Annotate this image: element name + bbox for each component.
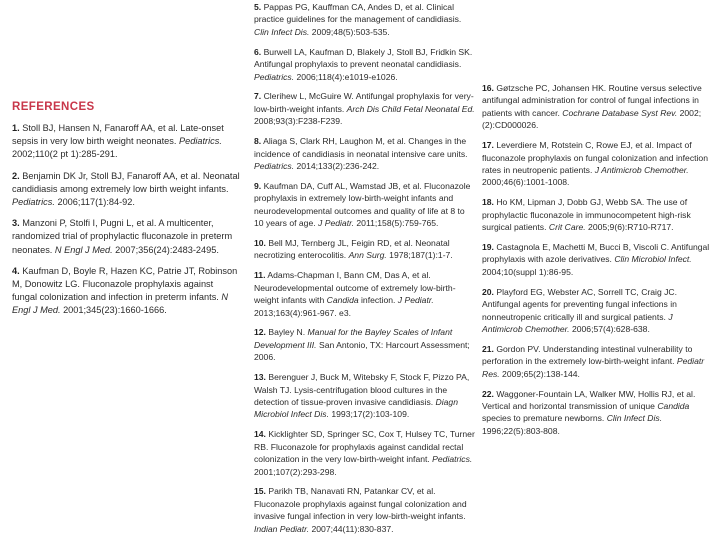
reference-text: 2000;46(6):1001-1008. bbox=[482, 177, 570, 188]
reference-text: 2001;107(2):293-298. bbox=[254, 466, 337, 477]
reference-text: 2014;133(2):236-242. bbox=[294, 160, 380, 171]
reference-text: Bayley N. bbox=[268, 327, 308, 338]
reference-number: 15. bbox=[254, 486, 266, 497]
reference-item bbox=[254, 269, 476, 319]
reference-number: 1. bbox=[12, 123, 20, 133]
reference-journal: Candida bbox=[657, 400, 690, 411]
reference-journal: J Pediatr. bbox=[318, 218, 355, 229]
reference-text: Waggoner-Fountain LA, Walker MW, Hollis RJ, et al. Vertical and horizontal transmission of unique bbox=[482, 388, 696, 411]
reference-text: 1996;22(5):803-808. bbox=[482, 425, 560, 436]
reference-text: 1993;17(2):103-109. bbox=[328, 409, 410, 420]
reference-text: Manzoni P, Stolfi I, Pugni L, et al. A multicenter, randomized trial of prophylactic fluconazole in preterm neonates. bbox=[12, 218, 233, 255]
reference-text: 2005;9(6):R710-R717. bbox=[585, 222, 674, 233]
reference-item bbox=[254, 428, 476, 478]
reference-journal: J Antimicrob Chemother. bbox=[482, 311, 673, 334]
reference-journal: Manual for the Bayley Scales of Infant Development III. bbox=[254, 327, 453, 350]
reference-journal: Clin Infect Dis. bbox=[254, 26, 310, 37]
reference-item bbox=[254, 1, 476, 38]
reference-item bbox=[482, 241, 714, 278]
reference-text: Bell MJ, Ternberg JL, Feigin RD, et al. Neonatal necrotizing enterocolitis. bbox=[254, 238, 450, 261]
reference-journal: Cochrane Database Syst Rev. bbox=[562, 107, 678, 118]
reference-text: Gordon PV. Understanding intestinal vulnerability to perforation in the extremely low-birth-weight infant. bbox=[482, 343, 693, 367]
reference-journal: J Antimicrob Chemother. bbox=[594, 164, 689, 175]
reference-item bbox=[12, 122, 240, 162]
reference-text: Kaufman DA, Cuff AL, Wamstad JB, et al. Fluconazole prophylaxis in extremely low-birth-weight infants and neurodevelopmental outcomes and quality of life at 8 to 10 years of age. bbox=[254, 180, 471, 229]
reference-item bbox=[12, 217, 240, 257]
reference-text: 2007;356(24):2483-2495. bbox=[112, 244, 219, 255]
reference-item bbox=[482, 286, 714, 336]
reference-number: 20. bbox=[482, 286, 494, 297]
reference-text: 2013;163(4):961-967. e3. bbox=[254, 307, 351, 318]
reference-number: 9. bbox=[254, 180, 262, 191]
reference-journal: Diagn Microbiol Infect Dis. bbox=[254, 396, 458, 420]
reference-number: 4. bbox=[12, 265, 20, 276]
reference-journal: N Engl J Med. bbox=[12, 292, 229, 316]
reference-number: 3. bbox=[12, 218, 20, 229]
references-column-3 bbox=[482, 82, 714, 445]
reference-text: Stoll BJ, Hansen N, Fanaroff AA, et al. Late-onset sepsis in very low birth weight neonates. bbox=[12, 123, 224, 147]
references-column-1 bbox=[12, 101, 240, 326]
reference-text: 2006;118(4):e1019-e1026. bbox=[294, 71, 398, 82]
reference-number: 6. bbox=[254, 46, 262, 57]
reference-number: 18. bbox=[482, 197, 494, 208]
reference-journal: Pediatrics. bbox=[254, 71, 295, 82]
reference-text: Castagnola E, Machetti M, Bucci B, Viscoli C. Antifungal prophylaxis with azole derivatives. bbox=[482, 241, 710, 265]
reference-text: San Antonio, TX: Harcourt Assessment; 2006. bbox=[254, 339, 470, 363]
reference-number: 17. bbox=[482, 140, 494, 151]
reference-text: Kaufman D, Boyle R, Hazen KC, Patrie JT, Robinson M, Donowitz LG. Fluconazole prophylaxis against fungal colonization and infection in preterm infants. bbox=[12, 265, 238, 303]
reference-text: Gøtzsche PC, Johansen HK. Routine versus selective antifungal administration for control of fungal infections in patients with cancer. bbox=[482, 83, 702, 118]
reference-text: Pappas PG, Kauffman CA, Andes D, et al. Clinical practice guidelines for the management of candidiasis. bbox=[254, 2, 462, 25]
reference-journal: Pediatrics. bbox=[254, 160, 295, 171]
reference-text: 2007;44(11):830-837. bbox=[309, 523, 394, 534]
reference-number: 5. bbox=[254, 2, 262, 12]
reference-text: Aliaga S, Clark RH, Laughon M, et al. Changes in the incidence of candidiasis in neonatal intensive care units. bbox=[254, 136, 468, 159]
reference-number: 16. bbox=[482, 83, 494, 93]
reference-number: 14. bbox=[254, 429, 266, 440]
reference-text: Ho KM, Lipman J, Dobb GJ, Webb SA. The use of prophylactic fluconazole in immunocompetent high-risk surgical patients. bbox=[482, 197, 691, 233]
reference-text: Leverdiere M, Rotstein C, Rowe EJ, et al. Impact of fluconazole prophylaxis on fungal colonization and infection rates in neutropenic patients. bbox=[482, 140, 708, 175]
reference-text: 2004;10(suppl 1):86-95. bbox=[482, 266, 574, 277]
reference-item bbox=[482, 196, 714, 233]
reference-text: 1978;187(1):1-7. bbox=[386, 250, 453, 261]
reference-text: 2006;57(4):628-638. bbox=[569, 323, 650, 334]
reference-text: infection. bbox=[358, 295, 398, 306]
reference-text: Berenguer J, Buck M, Witebsky F, Stock F, Pizzo PA, Walsh TJ. Lysis-centrifugation blood cultures in the detection of tissue-proven invasive candidiasis. bbox=[254, 372, 470, 407]
reference-text: 2001;345(23):1660-1666. bbox=[60, 305, 167, 316]
reference-number: 12. bbox=[254, 327, 266, 338]
reference-item bbox=[254, 135, 476, 172]
reference-number: 21. bbox=[482, 343, 494, 354]
reference-number: 7. bbox=[254, 91, 262, 102]
reference-text: 2002;110(2 pt 1):285-291. bbox=[12, 149, 118, 160]
reference-text: species to premature newborns. bbox=[482, 413, 607, 424]
references-heading: REFERENCES bbox=[12, 101, 95, 113]
reference-text: Parikh TB, Nanavati RN, Patankar CV, et al. Fluconazole prophylaxis against fungal colonization and invasive fungal infection in very low-birth-weight infants. bbox=[254, 486, 467, 522]
reference-item bbox=[482, 82, 714, 132]
reference-journal: N Engl J Med. bbox=[54, 244, 113, 255]
reference-text: Burwell LA, Kaufman D, Blakely J, Stoll BJ, Fridkin SK. Antifungal prophylaxis to prevent neonatal candidiasis. bbox=[254, 46, 473, 70]
reference-journal: J Pediatr. bbox=[397, 295, 434, 306]
reference-item bbox=[12, 170, 240, 210]
reference-journal: Arch Dis Child Fetal Neonatal Ed. bbox=[346, 103, 475, 114]
reference-item bbox=[254, 46, 476, 83]
reference-text: 2009;65(2):138-144. bbox=[499, 368, 580, 379]
reference-number: 8. bbox=[254, 136, 262, 147]
reference-journal: Clin Microbiol Infect. bbox=[614, 254, 692, 265]
reference-text: Playford EG, Webster AC, Sorrell TC, Craig JC. Antifungal agents for preventing fungal infections in nonneutropenic critically ill and surgical patients. bbox=[482, 286, 678, 322]
reference-journal: Indian Pediatr. bbox=[254, 523, 310, 534]
reference-item bbox=[254, 371, 476, 421]
reference-number: 22. bbox=[482, 388, 494, 399]
reference-journal: Ann Surg. bbox=[348, 250, 387, 261]
reference-item bbox=[482, 139, 714, 189]
reference-text: Kicklighter SD, Springer SC, Cox T, Hulsey TC, Turner RB. Fluconazole for prophylaxis against candidal rectal colonization in the very low-birth-weight infant. bbox=[254, 429, 475, 465]
reference-text: Clerihew L, McGuire W. Antifungal prophylaxis for very-low-birth-weight infants. bbox=[254, 91, 474, 114]
reference-item bbox=[254, 180, 476, 230]
reference-number: 19. bbox=[482, 241, 494, 252]
reference-text: 2002;(2):CD000026. bbox=[482, 107, 702, 131]
reference-text: Benjamin DK Jr, Stoll BJ, Fanaroff AA, et al. Neonatal candidiasis among extremely low birth weight infants. bbox=[12, 170, 240, 194]
reference-number: 11. bbox=[254, 270, 266, 281]
reference-text: 2008;93(3):F238-F239. bbox=[254, 116, 343, 127]
reference-number: 2. bbox=[12, 170, 20, 181]
reference-journal: Clin Infect Dis. bbox=[606, 413, 663, 424]
reference-item bbox=[12, 265, 240, 318]
reference-item bbox=[254, 485, 476, 535]
reference-text: 2009;48(5):503-535. bbox=[309, 26, 390, 37]
reference-item bbox=[254, 326, 476, 363]
reference-text: 2011;158(5):759-765. bbox=[354, 218, 439, 229]
reference-journal: Crit Care. bbox=[548, 222, 586, 233]
reference-number: 13. bbox=[254, 372, 266, 383]
reference-text: 2006;117(1):84-92. bbox=[54, 197, 135, 208]
references-column-2 bbox=[254, 1, 476, 543]
reference-item bbox=[254, 237, 476, 262]
reference-item bbox=[482, 343, 714, 380]
reference-text: Adams-Chapman I, Bann CM, Das A, et al. Neurodevelopmental outcome of extremely low-birth-weight infants with bbox=[254, 270, 456, 306]
reference-journal: Candida bbox=[326, 295, 359, 306]
reference-journal: Pediatr Res. bbox=[482, 356, 705, 379]
reference-journal: Pediatrics. bbox=[12, 197, 55, 208]
reference-journal: Pediatrics. bbox=[179, 136, 222, 147]
reference-journal: Pediatrics. bbox=[432, 454, 473, 465]
reference-number: 10. bbox=[254, 238, 266, 248]
reference-item bbox=[482, 388, 714, 438]
reference-item bbox=[254, 90, 476, 127]
